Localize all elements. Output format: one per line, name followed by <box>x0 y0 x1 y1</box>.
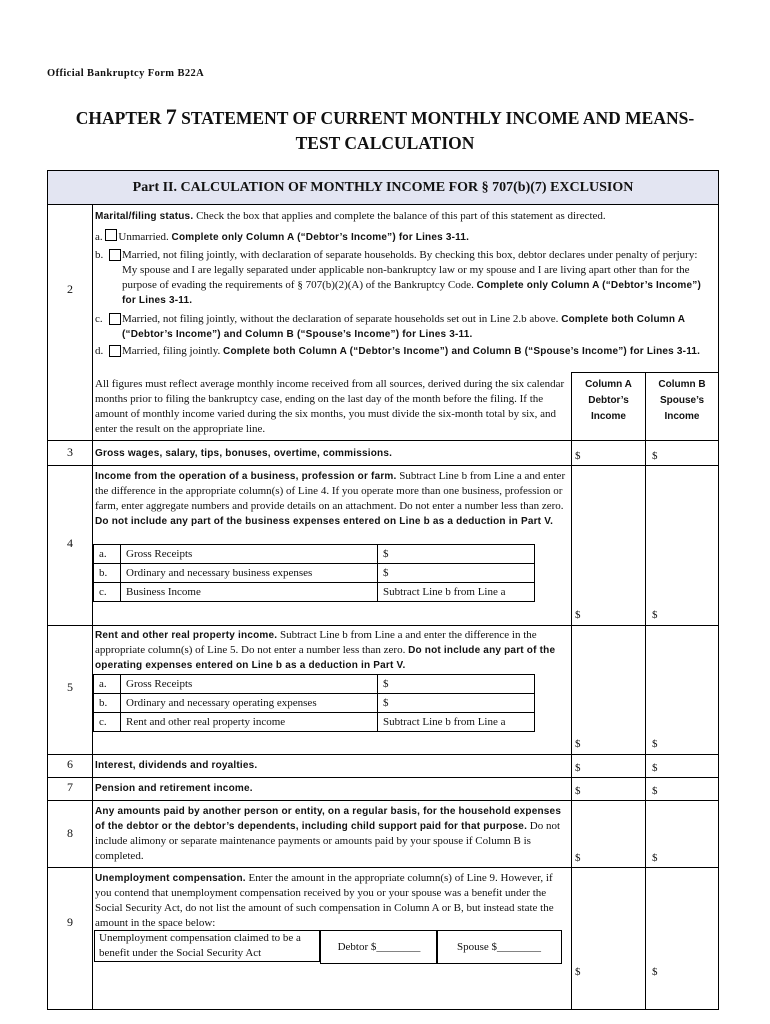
option-d-text: Married, filing jointly. Complete both Column A (“Debtor’s Income”) and Column B (“Spouse’s Income”) for Lines 3-11. <box>122 345 701 357</box>
line-5-column-b-amount[interactable]: $ <box>652 738 658 750</box>
sub-amount[interactable]: $ <box>378 694 535 713</box>
sub-letter: c. <box>94 713 121 732</box>
line-number: 8 <box>67 826 73 840</box>
column-head-top <box>571 372 718 373</box>
column-a-divider <box>571 372 572 1010</box>
line-8-column-a-amount[interactable]: $ <box>575 852 581 864</box>
line-number-column <box>48 204 93 1009</box>
married-not-jointly-checkbox[interactable] <box>109 313 121 325</box>
option-d-letter: d. <box>95 345 104 357</box>
sub-amount[interactable]: $ <box>378 564 535 583</box>
debtor-unemployment-field[interactable]: Debtor $________ <box>320 930 438 964</box>
marital-status-intro: Marital/filing status. Check the box that applies and complete the balance of this part of this statement as directed. <box>95 210 606 222</box>
row-divider <box>48 777 718 778</box>
pension-label: Pension and retirement income. <box>95 783 253 794</box>
line-number: 4 <box>67 536 73 550</box>
subtable-row <box>94 545 535 564</box>
option-b-letter: b. <box>95 249 104 261</box>
subtable-row <box>94 564 535 583</box>
sub-description: Ordinary and necessary business expenses <box>121 564 378 583</box>
sub-amount[interactable]: $ <box>378 545 535 564</box>
sub-letter: b. <box>94 694 121 713</box>
line-7-column-b-amount[interactable]: $ <box>652 785 658 797</box>
sub-description: Gross Receipts <box>121 545 378 564</box>
line-7-column-a-amount[interactable]: $ <box>575 785 581 797</box>
row-divider <box>48 625 718 626</box>
page-title: CHAPTER 7 STATEMENT OF CURRENT MONTHLY INCOME AND MEANS- <box>75 104 695 129</box>
sub-amount: Subtract Line b from Line a <box>378 713 535 732</box>
column-a-header: Column A Debtor’s Income <box>585 379 632 422</box>
sub-description: Gross Receipts <box>121 675 378 694</box>
row-divider <box>48 465 718 466</box>
sub-description: Rent and other real property income <box>121 713 378 732</box>
sub-amount[interactable]: $ <box>378 675 535 694</box>
row-divider <box>48 800 718 801</box>
unemployment-claim-label: Unemployment compensation claimed to be a benefit under the Social Security Act <box>94 930 320 962</box>
unemployment-text: Unemployment compensation. Enter the amount in the appropriate column(s) of Line 9. However, if you contend that unemployment compensation received by you or your spouse was a benefit under the Social Security Act, do not list the amount of such compensation in Column A or B, but instead state the amount in the space below: <box>95 872 554 929</box>
subtable-row <box>94 675 535 694</box>
option-a: a. Unmarried. Complete only Column A (“Debtor’s Income”) for Lines 3-11. <box>95 231 470 243</box>
form-name: Official Bankruptcy Form B22A <box>47 68 205 79</box>
interest-label: Interest, dividends and royalties. <box>95 760 258 771</box>
sub-letter: a. <box>94 675 121 694</box>
option-c-letter: c. <box>95 313 103 325</box>
line-5-column-a-amount[interactable]: $ <box>575 738 581 750</box>
page-title-line2: TEST CALCULATION <box>295 133 475 153</box>
line-4-column-b-amount[interactable]: $ <box>652 609 658 621</box>
average-monthly-note: All figures must reflect average monthly income received from all sources, derived during the six calendar months prior to filing the bankruptcy case, ending on the last day of the month before the filing. If the amount of monthly income varied during the six months, you must divide the six-month total by six, and enter the result on the appropriate line. <box>95 378 565 435</box>
column-b-header: Column B Spouse’s Income <box>658 379 706 422</box>
subtable-row <box>94 583 535 602</box>
sub-description: Ordinary and necessary operating expenses <box>121 694 378 713</box>
line-6-column-a-amount[interactable]: $ <box>575 762 581 774</box>
line-9-column-a-amount[interactable]: $ <box>575 966 581 978</box>
wages-label: Gross wages, salary, tips, bonuses, overtime, commissions. <box>95 448 393 459</box>
married-jointly-checkbox[interactable] <box>109 345 121 357</box>
sub-letter: b. <box>94 564 121 583</box>
sub-letter: a. <box>94 545 121 564</box>
rent-income-subtable <box>93 674 535 732</box>
line-number: 6 <box>67 757 73 771</box>
married-separate-households-checkbox[interactable] <box>109 249 121 261</box>
column-b-divider <box>645 372 646 1010</box>
line-number: 2 <box>67 282 73 296</box>
rent-income-text: Rent and other real property income. Subtract Line b from Line a and enter the difference in the appropriate column(s) of Line 5. Do not enter a number less than zero. Do not include any part of the operating expenses entered on Line b as a deduction in Part V. <box>95 629 556 671</box>
sub-letter: c. <box>94 583 121 602</box>
line-6-column-b-amount[interactable]: $ <box>652 762 658 774</box>
business-income-subtable <box>93 544 535 602</box>
line-3-column-a-amount[interactable]: $ <box>575 450 581 462</box>
unmarried-checkbox[interactable] <box>105 229 117 241</box>
row-divider <box>48 754 718 755</box>
line-number: 3 <box>67 445 73 459</box>
household-expenses-text: Any amounts paid by another person or entity, on a regular basis, for the household expenses of the debtor or the debtor’s dependents, including child support paid for that purpose. Do not include alimony or separate maintenance payments or amounts paid by your spouse if Column B is completed. <box>95 806 562 862</box>
sub-amount: Subtract Line b from Line a <box>378 583 535 602</box>
option-c-text: Married, not filing jointly, without the declaration of separate households set out in Line 2.b above. Complete both Column A (“Debtor’s Income”) and Column B (“Spouse’s Income”) for Lines 3-11. <box>122 313 685 340</box>
business-income-text: Income from the operation of a business, profession or farm. Subtract Line b from Line a and enter the difference in the appropriate column(s) of Line 4. If you operate more than one business, profession or farm, enter aggregate numbers and provide details on an attachment. Do not enter a number less than zero. Do not include any part of the business expenses entered on Line b as a deduction in Part V. <box>95 470 566 527</box>
line-number: 9 <box>67 915 73 929</box>
line-8-column-b-amount[interactable]: $ <box>652 852 658 864</box>
line-number: 7 <box>67 780 73 794</box>
part-title: Part II. CALCULATION OF MONTHLY INCOME FOR § 707(b)(7) EXCLUSION <box>48 171 718 205</box>
subtable-row <box>94 713 535 732</box>
line-3-column-b-amount[interactable]: $ <box>652 450 658 462</box>
option-b-text: Married, not filing jointly, with declaration of separate households. By checking this box, debtor declares under penalty of perjury: My spouse and I are legally separated under applicable non-bankruptcy law or my spouse and I are living apart other than for the purpose of evading the requirements of § 707(b)(2)(A) of the Bankruptcy Code. Complete only Column A (“Debtor’s Income”) for Lines 3-11. <box>122 249 701 306</box>
line-4-column-a-amount[interactable]: $ <box>575 609 581 621</box>
spouse-unemployment-field[interactable]: Spouse $________ <box>436 930 562 964</box>
line-9-column-b-amount[interactable]: $ <box>652 966 658 978</box>
subtable-row <box>94 694 535 713</box>
sub-description: Business Income <box>121 583 378 602</box>
row-divider <box>48 440 718 441</box>
row-divider <box>48 867 718 868</box>
line-number: 5 <box>67 680 73 694</box>
